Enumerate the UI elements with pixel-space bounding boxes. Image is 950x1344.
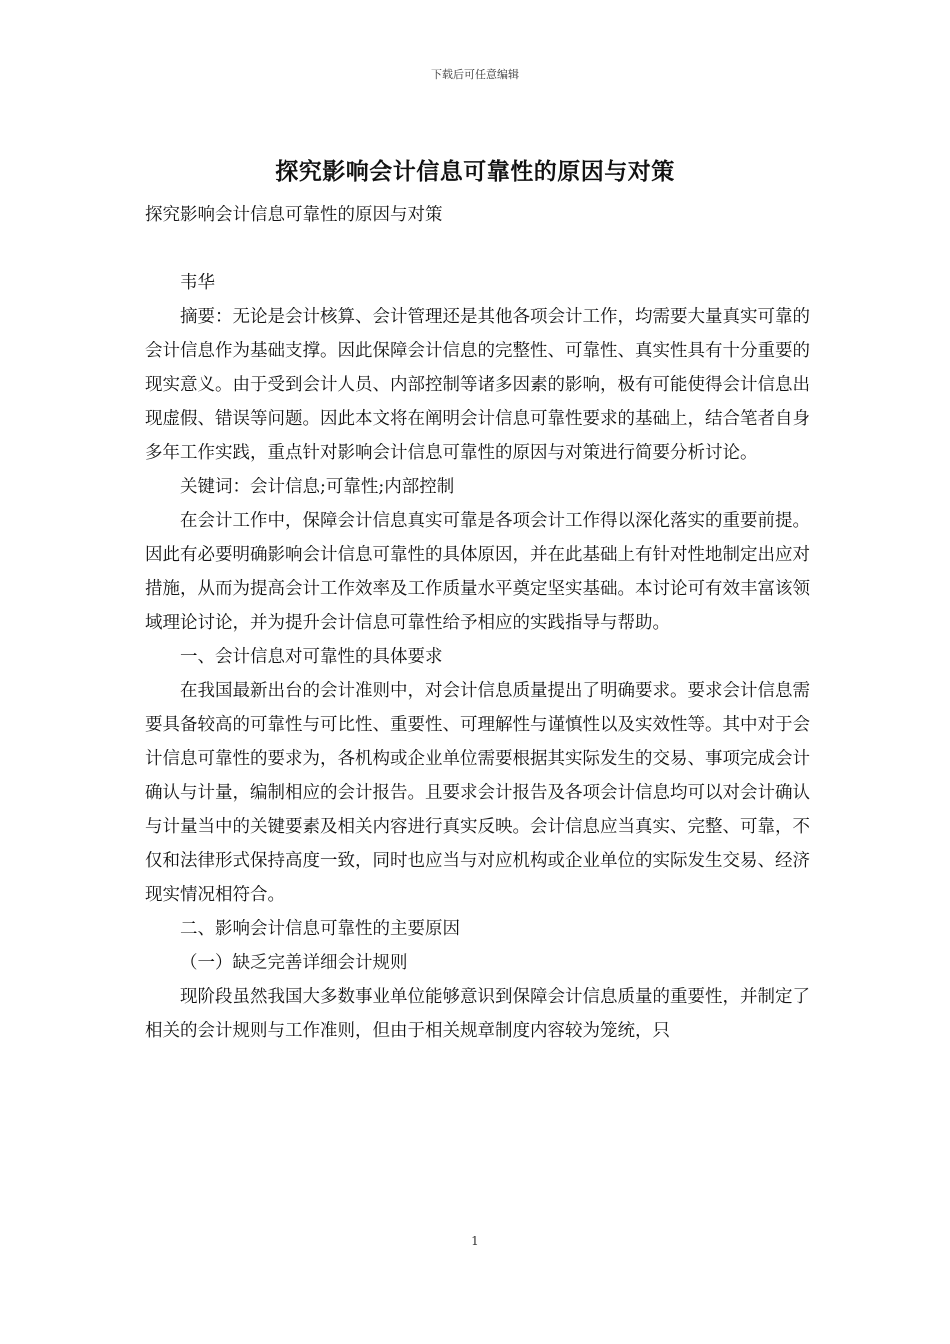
subsection-1-paragraph: 现阶段虽然我国大多数事业单位能够意识到保障会计信息质量的重要性，并制定了相关的会计规则与工作准则，但由于相关规章制度内容较为笼统，只 bbox=[145, 987, 810, 1041]
subsection-heading-1: （一）缺乏完善详细会计规则 bbox=[180, 953, 408, 973]
document-title: 探究影响会计信息可靠性的原因与对策 bbox=[275, 158, 675, 185]
author-name: 韦华 bbox=[180, 273, 215, 293]
document-subtitle: 探究影响会计信息可靠性的原因与对策 bbox=[145, 205, 443, 225]
page-header: 下载后可任意编辑 bbox=[431, 68, 519, 81]
intro-paragraph: 在会计工作中，保障会计信息真实可靠是各项会计工作得以深化落实的重要前提。因此有必要明确影响会计信息可靠性的具体原因，并在此基础上有针对性地制定出应对措施，从而为提高会计工作效率及工作质量水平奠定坚实基础。本讨论可有效丰富该领域理论讨论，并为提升会计信息可靠性给予相应的实践指导与帮助。 bbox=[145, 511, 810, 633]
abstract-paragraph: 摘要：无论是会计核算、会计管理还是其他各项会计工作，均需要大量真实可靠的会计信息作为基础支撑。因此保障会计信息的完整性、可靠性、真实性具有十分重要的现实意义。由于受到会计人员、内部控制等诸多因素的影响，极有可能使得会计信息出现虚假、错误等问题。因此本文将在阐明会计信息可靠性要求的基础上，结合笔者自身多年工作实践，重点针对影响会计信息可靠性的原因与对策进行简要分析讨论。 bbox=[145, 307, 810, 463]
keywords-paragraph: 关键词：会计信息;可靠性;内部控制 bbox=[180, 477, 455, 497]
section-heading-2: 二、影响会计信息可靠性的主要原因 bbox=[180, 919, 460, 939]
section-heading-1: 一、会计信息对可靠性的具体要求 bbox=[180, 647, 443, 667]
section-1-paragraph: 在我国最新出台的会计准则中，对会计信息质量提出了明确要求。要求会计信息需要具备较高的可靠性与可比性、重要性、可理解性与谨慎性以及实效性等。其中对于会计信息可靠性的要求为，各机构或企业单位需要根据其实际发生的交易、事项完成会计确认与计量，编制相应的会计报告。且要求会计报告及各项会计信息均可以对会计确认与计量当中的关键要素及相关内容进行真实反映。会计信息应当真实、完整、可靠，不仅和法律形式保持高度一致，同时也应当与对应机构或企业单位的实际发生交易、经济现实情况相符合。 bbox=[145, 681, 810, 905]
document-body bbox=[145, 198, 810, 1048]
page-number: 1 bbox=[471, 1234, 479, 1248]
